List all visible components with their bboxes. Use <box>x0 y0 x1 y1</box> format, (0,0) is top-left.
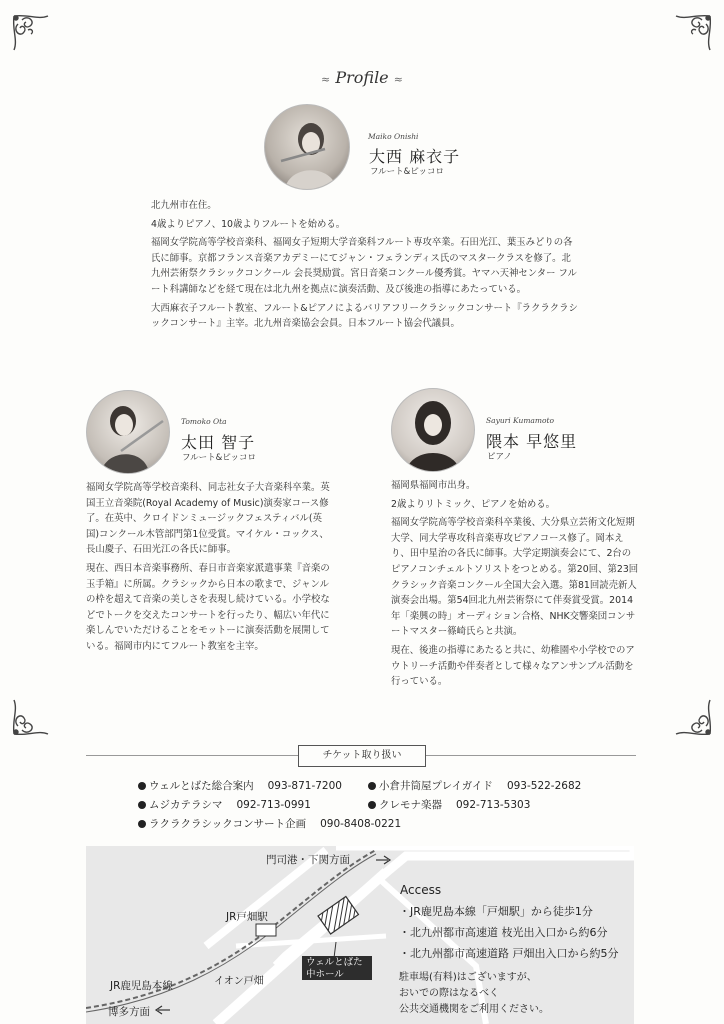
bio-paragraph: 福岡女学院高等学校音楽科、福岡女子短期大学音楽科フルート専攻卒業。石田光江、葉玉みどりの各氏に師事。京都フランス音楽アカデミーにてジャン・フェランディス氏のマスタークラスを修了。北九州芸術祭クラシックコンクール 会長奨励賞。宮日音楽コンクール優秀賞。ヤマハ天神センター フルート科講師などを経て現在は北九州を拠点に演奏活動、及び後進の指導にあたっている。 <box>151 237 577 295</box>
bio-paragraph: 現在、西日本音楽事務所、春日市音楽家派遣事業『音楽の玉手箱』に所属。クラシックから日本の歌まで、ジャンルの枠を超えて音楽の美しさを表現し続けている。小学校などでトークを交えたコンサートを行ったり、幅広い年代に楽しんでいただけることをモットーに演奏活動を展開している。福岡市内にてフルート教室を主宰。 <box>86 562 330 652</box>
ticket-section-title: チケット取り扱い <box>298 745 426 767</box>
performer-3-bio <box>391 478 639 693</box>
performer-1-romaji: Maiko Onishi <box>368 132 419 141</box>
profile-heading <box>300 68 424 87</box>
contact-tel[interactable]: 093-522-2682 <box>506 780 582 792</box>
corner-ornament-bottom-left <box>8 688 60 740</box>
bio-paragraph: 北九州市在住。 <box>151 200 217 211</box>
avatar-sayuri-kumamoto <box>391 388 475 472</box>
performer-1-bio <box>151 198 579 335</box>
bullet-icon <box>138 801 146 809</box>
contact-tel[interactable]: 090-8408-0221 <box>320 818 402 830</box>
map-label-tobata-station: JR戸畑駅 <box>226 911 268 923</box>
contact-name: ラクラクラシックコンサート企画 <box>149 818 307 830</box>
bio-paragraph: 現在、後進の指導にあたると共に、幼稚園や小学校でのアウトリーチ活動や伴奏者として様々なアンサンブル活動を行っている。 <box>391 644 635 688</box>
contact-name: ムジカテラシマ <box>149 799 223 811</box>
venue-label-line1: ウェルとばた <box>306 957 363 968</box>
access-line: ・JR鹿児島本線「戸畑駅」から徒歩1分 <box>399 905 593 918</box>
bullet-icon <box>368 782 376 790</box>
parking-note: 駐車場(有料)はございますが、 <box>399 972 537 983</box>
access-title: Access <box>400 883 442 897</box>
ticket-contact <box>368 797 530 812</box>
performer-2-name: 太田 智子 <box>181 433 256 452</box>
performer-2-romaji: Tomoko Ota <box>181 417 227 426</box>
ticket-contact <box>368 778 581 793</box>
map-label-mojiko: 門司港・下関方面 <box>266 854 350 866</box>
bio-paragraph: 2歳よりリトミック、ピアノを始める。 <box>391 498 556 510</box>
parking-note: おいでの際はなるべく <box>399 988 499 999</box>
bio-paragraph: 福岡女学院高等学校音楽科卒業後、大分県立芸術文化短期大学、同大学専攻科音楽専攻ピアノコース修了。岡本えり、田中星治の各氏に師事。大学定期演奏会にて、2台のピアノコンチェルトソリストをつとめる。第20回、第23回クラシック音楽コンクール全国大会入選。第81回読売新人演奏会出場。第54回北九州芸術祭にて伴奏賞受賞。2014年「楽興の時」オーディション合格、NHK交響楽団コンサートマスター篠崎氏らと共演。 <box>391 517 639 638</box>
map-label-hakata: 博多方面 <box>108 1006 150 1018</box>
contact-name: クレモナ楽器 <box>379 799 442 811</box>
performer-3-romaji: Sayuri Kumamoto <box>486 416 555 425</box>
contact-name: 小倉井筒屋プレイガイド <box>379 780 493 792</box>
avatar-tomoko-ota <box>86 390 170 474</box>
ticket-contact <box>138 797 311 812</box>
bio-paragraph: 福岡女学院高等学校音楽科、同志社女子大音楽科卒業。英国王立音楽院(Royal Academy of Music)演奏家コース修了。在英中、クロイドンミュージックフェスティバル(英国)コンクール木管部門第1位受賞。マイケル・コックス、長山慶子、石田光江の各氏に師事。 <box>86 482 330 556</box>
map-label-aeon: イオン戸畑 <box>214 976 264 987</box>
profile-heading-text: Profile <box>335 68 389 87</box>
performer-3-role: ピアノ <box>487 452 512 462</box>
contact-tel[interactable]: 093-871-7200 <box>267 780 342 792</box>
venue-label <box>302 956 372 980</box>
divider-left <box>86 755 298 756</box>
ticket-contact <box>138 816 401 831</box>
corner-ornament-bottom-right <box>664 688 716 740</box>
venue-label-line2: 中ホール <box>306 969 344 980</box>
ticket-contact <box>138 778 342 793</box>
avatar-maiko-onishi <box>264 104 350 190</box>
contact-tel[interactable]: 092-713-5303 <box>456 799 531 811</box>
swash-right-icon: ≈ <box>393 73 403 86</box>
corner-ornament-top-left <box>8 10 60 62</box>
corner-ornament-top-right <box>664 10 716 62</box>
bio-paragraph: 福岡県福岡市出身。 <box>391 480 476 491</box>
bullet-icon <box>368 801 376 809</box>
performer-2-role: フルート&ピッコロ <box>182 453 256 463</box>
bio-paragraph: 大西麻衣子フルート教室、フルート&ピアノによるバリアフリークラシックコンサート『ラクラクラシックコンサート』主宰。北九州音楽協会会員。日本フルート協会代議員。 <box>151 302 578 330</box>
access-line: ・北九州都市高速道 枝光出入口から約6分 <box>399 926 608 939</box>
access-line: ・北九州都市高速道路 戸畑出入口から約5分 <box>399 947 619 960</box>
performer-1-role: フルート&ピッコロ <box>370 167 444 177</box>
map-label-kagoshima-line: JR鹿児島本線 <box>110 980 173 992</box>
contact-tel[interactable]: 092-713-0991 <box>236 799 311 811</box>
contact-name: ウェルとばた総合案内 <box>149 780 254 792</box>
parking-note: 公共交通機関をご利用ください。 <box>399 1004 549 1015</box>
bio-paragraph: 4歳よりピアノ、10歳よりフルートを始める。 <box>151 218 346 230</box>
swash-left-icon: ≈ <box>321 73 331 86</box>
performer-1-name: 大西 麻衣子 <box>369 147 461 166</box>
bullet-icon <box>138 782 146 790</box>
bullet-icon <box>138 820 146 828</box>
divider-right <box>424 755 636 756</box>
performer-3-name: 隈本 早悠里 <box>486 432 578 451</box>
performer-2-bio <box>86 480 330 658</box>
